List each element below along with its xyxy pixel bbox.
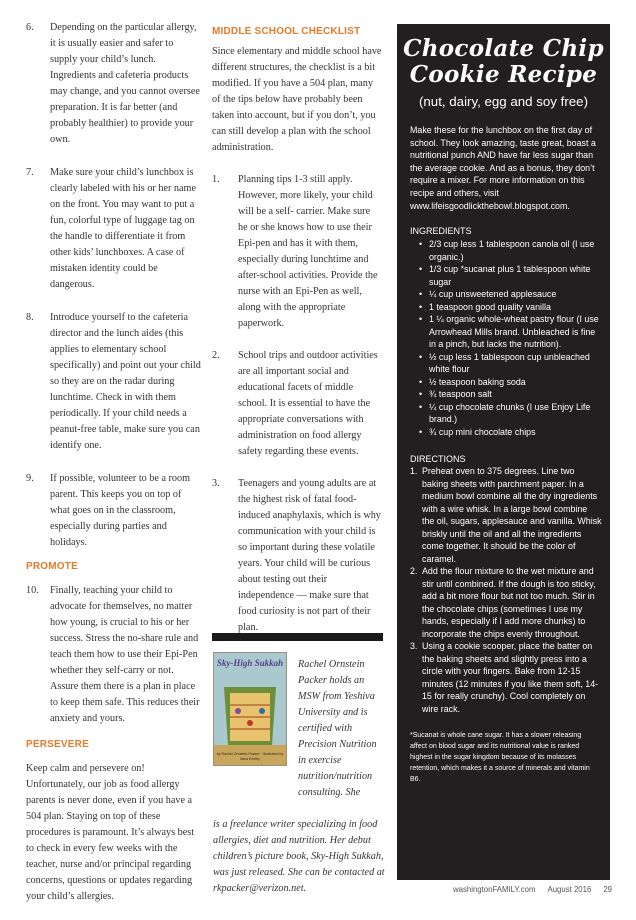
ingredient-item: • ¼ cup chocolate chunks (I use Enjoy Life brand.) — [419, 401, 600, 426]
sucanat-footnote: *Sucanat is whole cane sugar. It has a slower releasing affect on blood sugar and its nutritional value is ranked highest in the sugar kingdom because of its molasses retention, which makes it a source of minerals and vitamin B6. — [410, 732, 590, 784]
ingredient-item: • ¾ cup mini chocolate chips — [419, 426, 600, 439]
recipe-title-line2: Cookie Recipe — [409, 61, 598, 88]
list-item — [212, 476, 382, 636]
book-illustration — [214, 653, 286, 765]
book-title: Sky-High Sukkah — [216, 658, 284, 668]
recipe-intro: Make these for the lunchbox on the first day of school. They look amazing, taste great, boast a nutritional punch AND have far less sugar than the average cookie. And as a bonus, they don’t require a mixer. For more information on this recipe and others, visit www.lifeisgoodlickthebowl.blogspot.com. — [410, 125, 596, 211]
ingredient-item: • ½ teaspoon baking soda — [419, 376, 600, 389]
direction-step — [410, 565, 602, 640]
item-text: Planning tips 1-3 still apply. However, more likely, your child will be a self- carrier. Make sure he or she knows how to use their Epi-pen and has it with them, especially during lunchtime and after-school activities. Provide the nurse with an Epi-Pen as well, along with the appropriate paperwork. — [238, 174, 378, 329]
footer-date: August 2016 — [547, 885, 592, 894]
item-number: 7. — [26, 167, 34, 178]
recipe-panel — [397, 24, 610, 880]
ingredient-item: • 1/3 cup *sucanat plus 1 tablespoon white sugar — [419, 263, 600, 288]
item-text: Depending on the particular allergy, it is usually easier and safer to supply your child’s lunch. Ingredients and cafeteria products may change, and you cannot oversee preparation. It is far better (and probably healthier) to provide your own. — [50, 22, 200, 145]
item-number: 8. — [26, 312, 34, 323]
item-number: 10. — [26, 585, 39, 596]
list-item — [26, 20, 202, 148]
left-column — [26, 20, 202, 905]
promote-list — [26, 583, 202, 727]
page-footer — [425, 885, 612, 894]
item-text: Introduce yourself to the cafeteria director and the lunch aides (this applies to elementary school specifically) and point out your child so they are on the radar during lunchtime. Check in with them periodically. If your child needs a peanut-free table, make sure you can identify one. — [50, 312, 201, 451]
item-text: School trips and outdoor activities are all important social and educational facets of middle school. It is essential to have the appropriate conversations with administration on food allergy safety regarding these events. — [238, 350, 378, 457]
middle-school-heading: MIDDLE SCHOOL CHECKLIST — [212, 26, 361, 37]
author-bio-top: Rachel Ornstein Packer holds an MSW from Yeshiva University and is certified with Precision Nutrition in exercise nutrition/nutrition consulting. She — [298, 659, 377, 798]
section-divider — [212, 633, 383, 641]
ingredients-heading: INGREDIENTS — [410, 226, 472, 237]
author-bio-bottom: is a freelance writer specializing in food allergies, diet and nutrition. Her debut children’s picture book, Sky-High Sukkah, was just released. She can be contacted at rkpacker@verizon.net. — [213, 819, 385, 894]
recipe-title-line1: Chocolate Chip — [403, 35, 604, 62]
ingredient-item: • 1 ¼ organic whole-wheat pastry flour (I use Arrowhead Mills brand. Unbleached is fine in a pinch, but lacks the nutrition). — [419, 313, 600, 351]
persevere-heading: PERSEVERE — [26, 739, 89, 750]
list-item — [26, 165, 202, 293]
persevere-paragraph: Keep calm and persevere on! Unfortunately, our job as food allergy parents is never done, even if you have a 504 plan. Staying on top of these procedures is paramount. It’s always best to check in every few weeks with the teacher, nurse and/or principal regarding concerns, questions or updates regarding your child’s allergies. — [26, 763, 195, 902]
ingredient-item: • 2/3 cup less 1 tablespoon canola oil (I use organic.) — [419, 238, 600, 263]
item-text: Make sure your child’s lunchbox is clearly labeled with his or her name on the front. You may want to put a fun, colorful type of luggage tag on the handle to differentiate it from other kids’ lunchboxes. A case of mistaken identity could be dangerous. — [50, 167, 196, 290]
list-item — [212, 172, 382, 332]
book-author: by Rachel Ornstein-Packer · Illustrated by Ilana Exelby — [216, 752, 284, 761]
item-number: 2. — [212, 350, 220, 361]
middle-column — [212, 20, 382, 652]
step-text: Preheat oven to 375 degrees. Line two baking sheets with parchment paper. In a medium bowl combine all the dry ingredients with a wire whisk. In a large bowl combine the oil, sugars, applesauce and vanilla. Whisk briskly until the oil and all the ingredients come together. It should be the color of caramel. — [422, 466, 602, 564]
recipe-subtitle: (nut, dairy, egg and soy free) — [418, 94, 588, 109]
item-number: 6. — [26, 22, 34, 33]
footer-site: washingtonFAMILY.com — [453, 885, 536, 894]
direction-step — [410, 640, 602, 715]
promote-heading: PROMOTE — [26, 561, 78, 572]
item-text: If possible, volunteer to be a room parent. This keeps you on top of what goes on in the classroom, especially during parties and holidays. — [50, 473, 191, 548]
item-text: Teenagers and young adults are at the highest risk of fatal food-induced anaphylaxis, which is why communication with your child is so important during these volatile years. Your child will be curious about testing out their independence — make sure that food curiosity is not part of their plan. — [238, 478, 381, 633]
recipe-title — [397, 36, 610, 88]
step-number: 2. — [410, 566, 418, 577]
list-item — [212, 348, 382, 460]
item-text: Finally, teaching your child to advocate for themselves, no matter how young, is crucial to his or her success. Stress the no-share rule and teach them how to use their Epi-Pen whether they self-carry or not. Assure them there is a plan in place to keep them safe. This reduces their anxiety and yours. — [50, 585, 200, 724]
ingredient-item: • ½ cup less 1 tablespoon cup unbleached white flour — [419, 351, 600, 376]
direction-step — [410, 465, 602, 565]
step-number: 1. — [410, 466, 418, 477]
item-number: 9. — [26, 473, 34, 484]
page-number: 29 — [603, 885, 612, 894]
list-item — [26, 471, 202, 551]
list-item — [26, 310, 202, 454]
step-text: Using a cookie scooper, place the batter on the baking sheets and slightly press into a circle with your fingers. Bake from 12-15 minutes (12 minutes if you like them soft, 14-15 for really crunchy). Cool completely on wire rack. — [422, 641, 599, 714]
middle-school-list — [212, 172, 382, 636]
item-number: 3. — [212, 478, 220, 489]
ingredients-list — [419, 238, 600, 438]
list-item — [26, 583, 202, 727]
book-cover-image — [213, 652, 287, 766]
step-number: 3. — [410, 641, 418, 652]
step-text: Add the flour mixture to the wet mixture and stir until combined. If the dough is too sticky, add a bit more flour but not too much. Stir in the chocolate chips (sometimes I use my hands, especially if I add more chunks) to incorporate the chips evenly throughout. — [422, 566, 596, 639]
ingredient-item: • 1 teaspoon good quality vanilla — [419, 301, 600, 314]
tips-list-continued — [26, 20, 202, 551]
ingredient-item: • ¾ teaspoon salt — [419, 388, 600, 401]
directions-list — [410, 465, 602, 715]
item-number: 1. — [212, 174, 220, 185]
directions-heading: DIRECTIONS — [410, 454, 466, 465]
middle-school-intro: Since elementary and middle school have different structures, the checklist is a bit modified. If you have a 504 plan, many of the tips below have probably been taken into account, but if you don’t, you can still develop a plan with the school administration. — [212, 46, 382, 153]
ingredient-item: • ¼ cup unsweetened applesauce — [419, 288, 600, 301]
